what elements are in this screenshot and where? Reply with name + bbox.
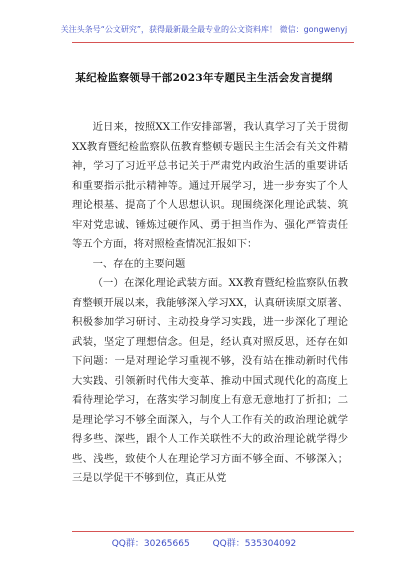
header-banner: 关注头条号“公文研究”，获得最新最全最专业的公文资料库！ 微信：gongwenyj: [60, 25, 348, 34]
footer-banner: [0, 536, 408, 549]
document-title: 某纪检监察领导干部2023年专题民主生活会发言提纲: [75, 72, 333, 84]
footer-qq-group-2: QQ群：535304092: [212, 539, 297, 549]
footer-qq-group-1: QQ群：30265665: [111, 539, 190, 549]
header-divider: [72, 42, 354, 43]
section-paragraph: （一）在深化理论武装方面。XX教育暨纪检监察队伍教育整顿开展以来，我能够深入学习XX，认真研读原文原著、积极参加学习研讨、主动投身学习实践，进一步深化了理论武装，坚定了理想信念。但是，经认真对照反思，还存在如下问题：一是对理论学习重视不够，没有站在推动新时代伟大实践、引领新时代伟大变革、推动中国式现代化的高度上看待理论学习，在落实学习制度上有意无意地打了折扣；二是理论学习不够全面深入，与个人工作有关的政治理论就学得多些、深些，跟个人工作关联性不大的政治理论就学得少些、浅些，致使个人在理论学习方面不够全面、不够深入；三是以学促干不够到位，真正从党: [72, 277, 348, 484]
section-heading: 一、存在的主要问题: [92, 257, 186, 270]
footer-divider: [72, 531, 354, 532]
intro-paragraph: 近日来，按照XX工作安排部署，我认真学习了关于贯彻XX教育暨纪检监察队伍教育整顿专题民主生活会有关文件精神，学习了习近平总书记关于严肃党内政治生活的重要讲话和重要指示批示精神等。通过开展学习，进一步夯实了个人理论根基、提高了个人思想认识。现围绕深化理论武装、筑牢对党忠诚、锤炼过硬作风、勇于担当作为、强化严管责任等五个方面，将对照检查情况汇报如下：: [72, 121, 348, 250]
document-body: [72, 118, 348, 489]
